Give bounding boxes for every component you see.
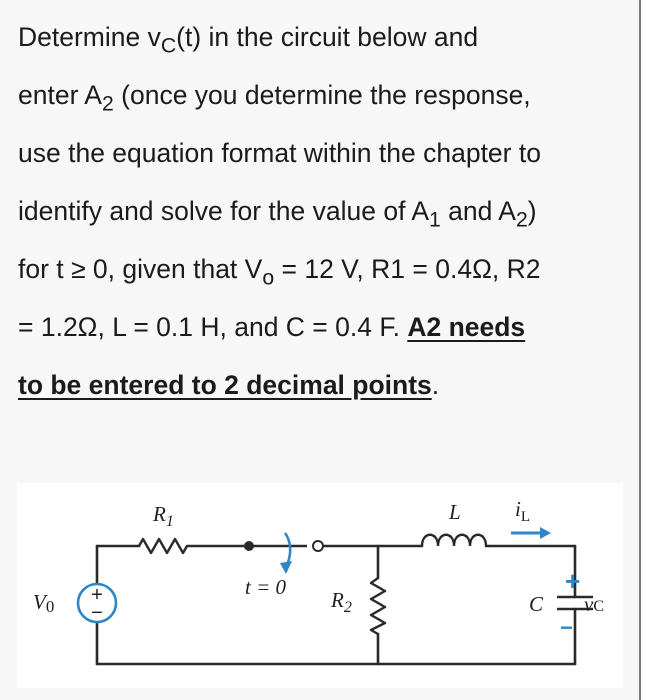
r2-label: $R_2$ <box>331 588 352 616</box>
decimal-instruction: A2 needs <box>407 312 526 342</box>
capacitor-plus: + <box>565 566 581 596</box>
question-line-3: use the equation format within the chapter to <box>18 138 541 168</box>
question-line-5: for t ≥ 0, given that $V_o = 12$ V, R1 = 0.4Ω, R2 <box>18 254 541 290</box>
source-plus: + <box>91 584 103 606</box>
inductor-label: L <box>449 500 461 524</box>
decimal-instruction-cont: to be entered to 2 decimal points <box>18 370 432 400</box>
il-arrowhead <box>540 527 551 539</box>
question-line-6: = 1.2Ω, L = 0.1 H, and C = 0.4 F. A2 needs <box>18 312 526 342</box>
il-label: $i_L$ <box>515 497 531 525</box>
switch-contact <box>313 541 323 551</box>
question-line-2: enter $A_2$ (once you determine the response, <box>18 80 531 116</box>
question-text <box>18 8 628 414</box>
switch-arrow <box>285 533 290 565</box>
circuit-diagram <box>17 483 623 688</box>
switch-arrowhead <box>280 561 292 574</box>
switch-label: t = 0 <box>245 575 287 599</box>
r2-resistor <box>371 578 385 634</box>
question-line-1: Determine $v_C(t)$ in the circuit below and <box>18 22 479 58</box>
question-line-4: identify and solve for the value of $A_1$ and $A_2$) <box>18 196 537 232</box>
source-minus: − <box>91 602 103 624</box>
circuit-figure <box>17 483 623 688</box>
vc-label: vC <box>584 592 604 616</box>
question-line-7: to be entered to 2 decimal points. <box>18 370 440 400</box>
r1-resistor <box>139 539 187 553</box>
inductor <box>422 535 489 546</box>
capacitor-minus: − <box>560 615 573 640</box>
source-label: V0 <box>33 590 55 616</box>
capacitor-label: C <box>529 592 544 616</box>
r1-label: $R_1$ <box>153 502 174 530</box>
